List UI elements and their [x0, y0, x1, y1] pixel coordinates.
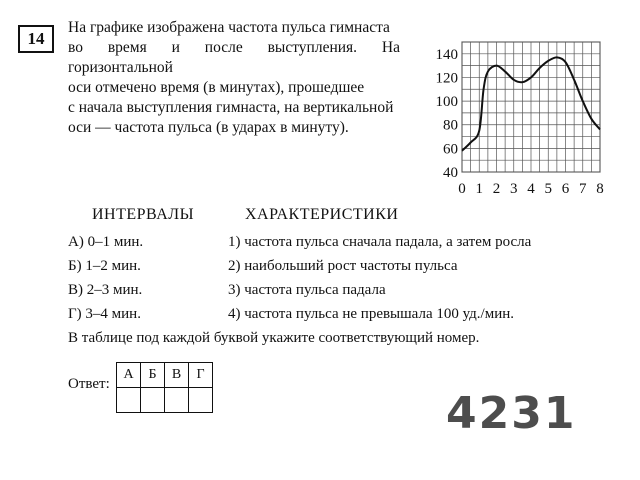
answer-header-row [117, 363, 213, 388]
answer-cell-g[interactable] [189, 388, 213, 413]
characteristic-item: 3) частота пульса падала [228, 282, 386, 298]
characteristics-header: ХАРАКТЕРИСТИКИ [245, 206, 399, 223]
problem-line: во время и после выступления. На горизонтальной [68, 39, 400, 76]
interval-item: А) 0–1 мин. [68, 234, 144, 250]
x-tick-label: 1 [475, 181, 483, 197]
characteristic-item: 1) частота пульса сначала падала, а затем росла [228, 234, 532, 250]
intervals-header: ИНТЕРВАЛЫ [92, 206, 195, 223]
x-tick-label: 8 [596, 181, 604, 197]
problem-line: оси — частота пульса (в ударах в минуту). [68, 119, 349, 136]
answer-cell-a[interactable] [117, 388, 141, 413]
answer-column-v: В [165, 363, 189, 388]
x-tick-label: 5 [544, 181, 552, 197]
x-tick-label: 7 [579, 181, 587, 197]
x-tick-label: 0 [458, 181, 466, 197]
pulse-chart [425, 40, 610, 200]
problem-statement [68, 18, 400, 138]
x-tick-label: 4 [527, 181, 535, 197]
answer-column-g: Г [189, 363, 213, 388]
instruction-text: В таблице под каждой буквой укажите соответствующий номер. [68, 330, 480, 346]
x-tick-label: 3 [510, 181, 518, 197]
answer-label: Ответ: [68, 376, 110, 392]
characteristics-list [228, 230, 531, 326]
answer-column-b: Б [141, 363, 165, 388]
problem-line: с начала выступления гимнаста, на вертикальной [68, 99, 394, 116]
answer-table [116, 362, 213, 413]
interval-item: Б) 1–2 мин. [68, 258, 141, 274]
problem-line: На графике изображена частота пульса гимнаста [68, 19, 390, 36]
characteristic-item: 2) наибольший рост частоты пульса [228, 258, 458, 274]
interval-item: В) 2–3 мин. [68, 282, 143, 298]
answer-input-row [117, 388, 213, 413]
answer-column-a: А [117, 363, 141, 388]
intervals-list [68, 230, 143, 326]
x-tick-label: 6 [561, 181, 570, 197]
task-number: 14 [18, 25, 54, 53]
y-tick-label: 100 [435, 94, 458, 111]
final-answer: 4231 [446, 388, 577, 439]
answer-cell-v[interactable] [165, 388, 189, 413]
answer-cell-b[interactable] [141, 388, 165, 413]
y-tick-label: 140 [435, 46, 458, 63]
interval-item: Г) 3–4 мин. [68, 306, 141, 322]
characteristic-item: 4) частота пульса не превышала 100 уд./мин. [228, 306, 515, 322]
y-tick-label: 40 [443, 165, 458, 181]
problem-line: оси отмечено время (в минутах), прошедшее [68, 79, 365, 96]
x-tick-label: 2 [492, 181, 501, 197]
y-tick-label: 60 [443, 141, 458, 158]
y-tick-label: 120 [435, 70, 458, 87]
y-tick-label: 80 [443, 117, 458, 134]
